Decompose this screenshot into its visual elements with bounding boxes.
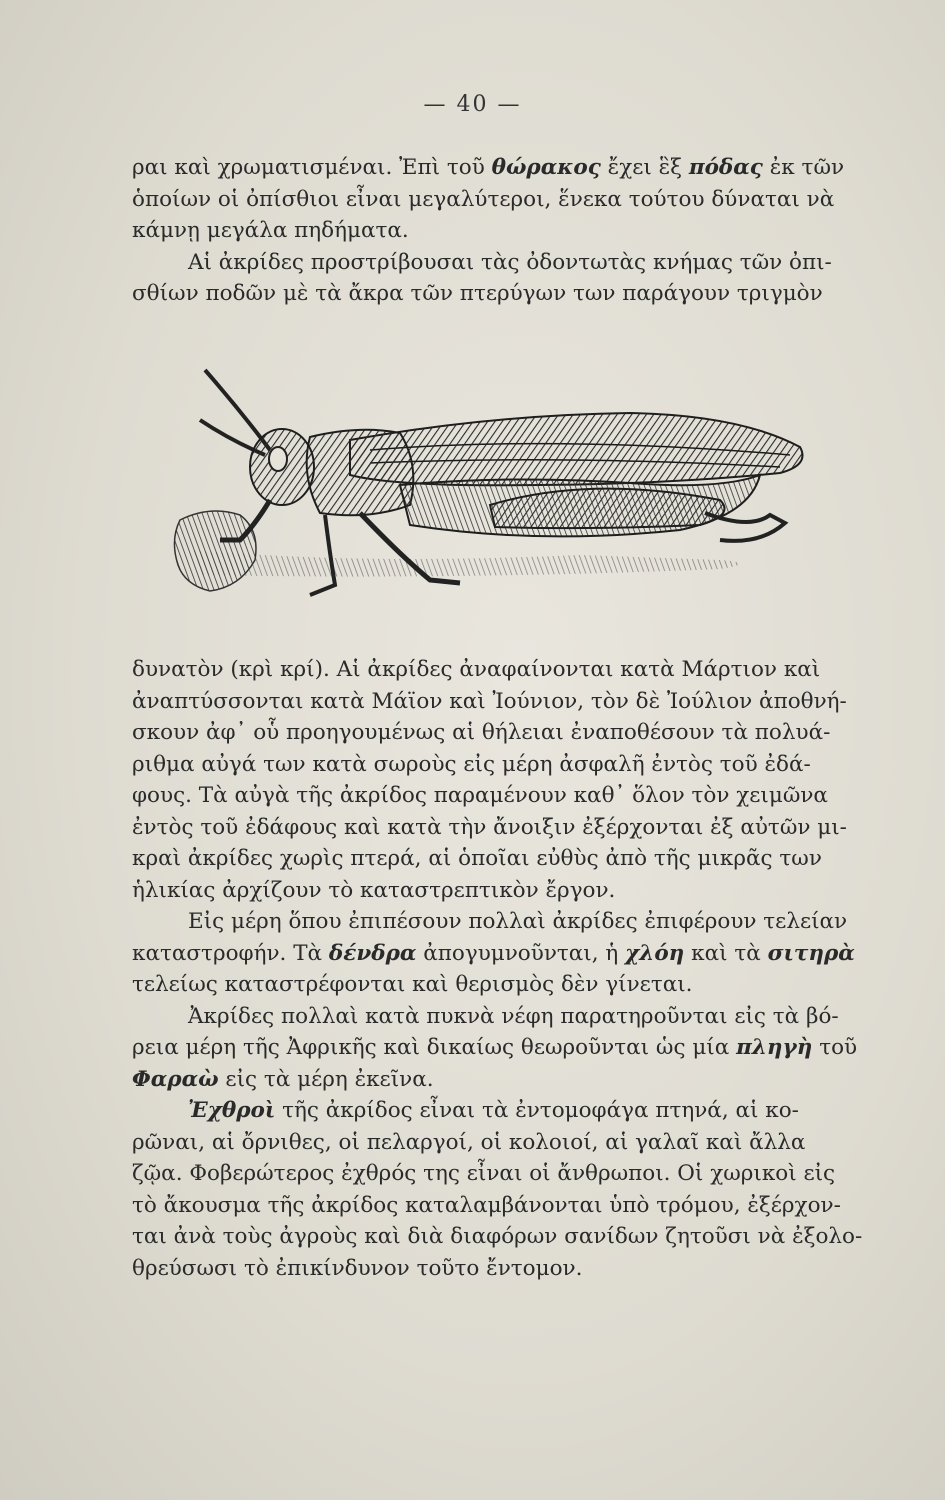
text-run: σκουν ἀφ᾽ οὗ προηγουμένως αἱ θήλειαι ἐναποθέσουν τὰ πολυά-: [132, 720, 831, 745]
text-line: [132, 1190, 877, 1222]
text-line: [132, 1095, 877, 1127]
text-run: ἐντὸς τοῦ ἐδάφους καὶ κατὰ τὴν ἄνοιξιν ἐξέρχονται ἐξ αὐτῶν μι-: [132, 814, 847, 840]
text-run: τῆς ἀκρίδος εἶναι τὰ ἐντομοφάγα πτηνά, αἱ κο-: [275, 1098, 799, 1123]
grasshopper-illustration: [160, 355, 860, 645]
text-line: [132, 1001, 877, 1033]
emphasized-term: δένδρα: [328, 940, 417, 966]
text-run: σθίων ποδῶν μὲ τὰ ἄκρα τῶν πτερύγων των παράγουν τριγμὸν: [132, 281, 823, 306]
text-run: ται ἀνὰ τοὺς ἀγροὺς καὶ διὰ διαφόρων σανίδων ζητοῦσι νὰ ἐξολο-: [132, 1224, 863, 1249]
text-line: [132, 969, 877, 1001]
text-block-top: [132, 152, 877, 310]
text-run: τοῦ: [812, 1035, 858, 1060]
text-line: [132, 184, 877, 216]
text-run: Ἀκρίδες πολλαὶ κατὰ πυκνὰ νέφη παρατηροῦνται εἰς τὰ βό-: [188, 1003, 839, 1029]
text-line: [132, 938, 877, 970]
emphasized-term: χλόη: [625, 940, 685, 966]
text-line: [132, 1158, 877, 1190]
text-line: [132, 1032, 877, 1064]
compound-eye: [269, 447, 287, 471]
text-run: φους. Τὰ αὐγὰ τῆς ἀκρίδος παραμένουν καθ᾽ ὅλον τὸν χειμῶνα: [132, 783, 828, 808]
text-run: ρεια μέρη τῆς Ἀφρικῆς καὶ δικαίως θεωροῦνται ὡς μία: [132, 1035, 737, 1060]
text-line: [132, 717, 877, 749]
text-line: [132, 843, 877, 875]
text-run: τελείως καταστρέφονται καὶ θερισμὸς δὲν γίνεται.: [132, 972, 693, 997]
page-number: — 40 —: [423, 92, 522, 117]
text-run: ἐκ τῶν: [762, 155, 845, 180]
hind-tibia: [705, 513, 785, 541]
text-run: ζῷα. Φοβερώτερος ἐχθρός της εἶναι οἱ ἄνθρωποι. Οἱ χωρικοὶ εἰς: [132, 1161, 836, 1186]
text-run: Αἱ ἀκρίδες προστρίβουσαι τὰς ὀδοντωτὰς κνήμας τῶν ὀπι-: [188, 249, 832, 275]
text-run: ραι καὶ χρωματισμέναι. Ἐπὶ τοῦ: [132, 155, 492, 180]
text-run: ὁποίων οἱ ὀπίσθιοι εἶναι μεγαλύτεροι, ἕνεκα τούτου δύναται νὰ: [132, 186, 835, 212]
text-block-bottom: [132, 654, 877, 1284]
text-line: [132, 278, 877, 310]
wing: [350, 413, 803, 485]
text-run: ἡλικίας ἀρχίζουν τὸ καταστρεπτικὸν ἔργον.: [132, 877, 616, 903]
text-run: ἀναπτύσσονται κατὰ Μάϊον καὶ Ἰούνιον, τὸν δὲ Ἰούλιον ἀποθνή-: [132, 688, 847, 714]
emphasized-term: Ἐχθροὶ: [188, 1098, 276, 1123]
emphasized-term: θώρακος: [491, 155, 601, 180]
text-line: [132, 247, 877, 279]
text-run: ριθμα αὐγά των κατὰ σωροὺς εἰς μέρη ἀσφαλῆ ἐντὸς τοῦ ἐδά-: [132, 751, 811, 777]
text-run: κραὶ ἀκρίδες χωρὶς πτερά, αἱ ὁποῖαι εὐθὺς ἀπὸ τῆς μικρᾶς των: [132, 846, 822, 871]
middle-leg-2: [310, 515, 335, 595]
text-line: [132, 875, 877, 907]
text-run: καταστροφήν. Τὰ: [132, 940, 329, 966]
text-line: [132, 812, 877, 844]
text-line: [132, 686, 877, 718]
text-line: [132, 749, 877, 781]
text-line: [132, 215, 877, 247]
emphasized-term: πληγὴ: [736, 1035, 813, 1060]
text-run: δυνατὸν (κρὶ κρί). Αἱ ἀκρίδες ἀναφαίνονται κατὰ Μάρτιον καὶ: [132, 657, 821, 682]
text-line: [132, 152, 877, 184]
text-run: Εἰς μέρη ὅπου ἐπιπέσουν πολλαὶ ἀκρίδες ἐπιφέρουν τελείαν: [188, 909, 848, 934]
soil-clod: [174, 511, 256, 591]
text-line: [132, 906, 877, 938]
text-line: [132, 1253, 877, 1285]
text-run: ρῶναι, αἱ ὄρνιθες, οἱ πελαργοί, οἱ κολοιοί, αἱ γαλαῖ καὶ ἄλλα: [132, 1129, 806, 1155]
text-run: τὸ ἄκουσμα τῆς ἀκρίδος καταλαμβάνονται ὑπὸ τρόμου, ἐξέρχον-: [132, 1192, 841, 1218]
text-line: [132, 1221, 877, 1253]
text-run: καὶ τὰ: [684, 940, 768, 966]
text-line: [132, 1064, 877, 1096]
text-line: [132, 1127, 877, 1159]
text-run: κάμνῃ μεγάλα πηδήματα.: [132, 218, 409, 243]
text-run: ἔχει ἓξ: [600, 155, 689, 180]
emphasized-term: Φαραὼ: [132, 1066, 219, 1092]
text-run: θρεύσωσι τὸ ἐπικίνδυνον τοῦτο ἔντομον.: [132, 1255, 583, 1281]
text-run: εἰς τὰ μέρη ἐκεῖνα.: [218, 1066, 434, 1092]
ground-shadow: [190, 550, 740, 577]
thorax: [307, 430, 414, 515]
text-line: [132, 780, 877, 812]
text-line: [132, 654, 877, 686]
emphasized-term: πόδας: [688, 155, 763, 180]
emphasized-term: σιτηρὰ: [767, 940, 855, 966]
text-run: ἀπογυμνοῦνται, ἡ: [416, 940, 626, 966]
